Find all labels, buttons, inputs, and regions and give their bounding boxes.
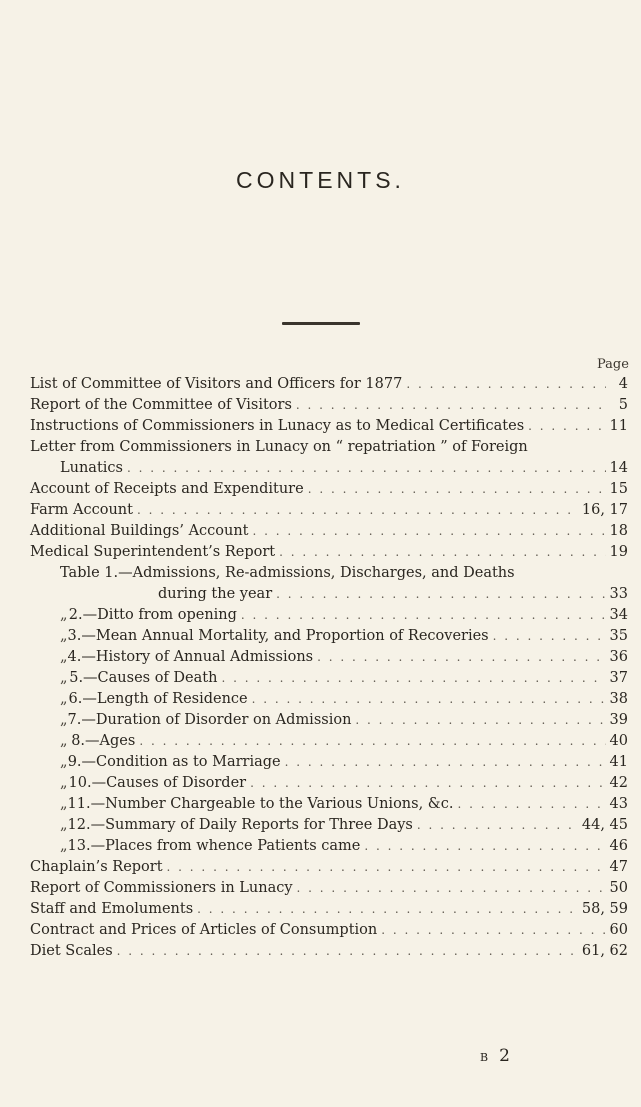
dot-leader xyxy=(221,668,605,689)
dot-leader xyxy=(381,920,605,941)
contents-entry xyxy=(30,752,628,773)
contents-entry-line2 xyxy=(30,458,628,479)
page-column-label: Page xyxy=(597,357,629,372)
entry-title: 7.—Duration of Disorder on Admission xyxy=(67,712,352,728)
entry-title: 11.—Number Chargeable to the Various Unions, &c. xyxy=(67,796,454,812)
contents-entry-line1 xyxy=(30,437,628,458)
contents-entry xyxy=(30,794,628,815)
contents-entry xyxy=(30,668,628,689)
dot-leader xyxy=(493,626,606,647)
entry-page: 44, 45 xyxy=(581,817,628,833)
dot-leader xyxy=(457,794,605,815)
dot-leader xyxy=(285,752,606,773)
ditto-mark: „ xyxy=(60,691,68,707)
entry-page: 42 xyxy=(609,775,628,791)
contents-entry xyxy=(30,500,628,521)
entry-title: Report of Commissioners in Lunacy xyxy=(30,880,293,896)
contents-entry-line1 xyxy=(30,563,628,584)
entry-title: 13.—Places from whence Patients came xyxy=(67,838,361,854)
dot-leader xyxy=(276,584,605,605)
dot-leader xyxy=(355,710,605,731)
ditto-mark: „ xyxy=(60,817,68,833)
contents-entry xyxy=(30,899,628,920)
signature-mark xyxy=(480,1046,513,1066)
contents-entry xyxy=(30,815,628,836)
dot-leader xyxy=(167,857,606,878)
entry-page: 15 xyxy=(609,481,628,497)
ditto-mark: „ xyxy=(60,754,68,770)
entry-title-continued: Lunatics xyxy=(60,460,123,476)
entry-title: Table 1.—Admissions, Re-admissions, Discharges, and Deaths xyxy=(60,565,515,581)
contents-entry xyxy=(30,521,628,542)
entry-page: 58, 59 xyxy=(581,901,628,917)
dot-leader xyxy=(308,479,606,500)
dot-leader xyxy=(253,521,606,542)
contents-entry xyxy=(30,941,628,962)
ornamental-rule xyxy=(282,322,360,325)
ditto-mark: „ xyxy=(60,838,68,854)
dot-leader xyxy=(127,458,606,479)
entry-title: 8.—Ages xyxy=(71,733,136,749)
contents-entry xyxy=(30,605,628,626)
contents-entry xyxy=(30,395,628,416)
entry-page: 46 xyxy=(609,838,628,854)
dot-leader xyxy=(241,605,606,626)
contents-entry xyxy=(30,710,628,731)
ditto-mark: „ xyxy=(60,670,68,686)
contents-entry xyxy=(30,731,628,752)
entry-title-continued: during the year xyxy=(158,586,273,602)
entry-page: 47 xyxy=(609,859,628,875)
dot-leader xyxy=(252,689,606,710)
page-heading: CONTENTS. xyxy=(236,167,405,194)
entry-page: 11 xyxy=(609,418,628,434)
contents-entry xyxy=(30,857,628,878)
ditto-mark: „ xyxy=(60,775,68,791)
entry-title: Letter from Commissioners in Lunacy on “ repatriation ” of Foreign xyxy=(30,439,528,455)
entry-title: Contract and Prices of Articles of Consumption xyxy=(30,922,378,938)
dot-leader xyxy=(296,395,606,416)
entry-title: 12.—Summary of Daily Reports for Three Days xyxy=(67,817,413,833)
entry-page: 39 xyxy=(609,712,628,728)
dot-leader xyxy=(364,836,605,857)
contents-entry xyxy=(30,647,628,668)
entry-page: 37 xyxy=(609,670,628,686)
entry-page: 16, 17 xyxy=(581,502,628,518)
dot-leader xyxy=(117,941,578,962)
entry-title: 10.—Causes of Disorder xyxy=(68,775,247,791)
entry-page: 5 xyxy=(618,397,628,413)
ditto-mark: „ xyxy=(60,628,68,644)
contents-entry xyxy=(30,416,628,437)
entry-page: 34 xyxy=(609,607,628,623)
dot-leader xyxy=(317,647,605,668)
ditto-mark: „ xyxy=(60,733,68,749)
ditto-mark: „ xyxy=(60,649,68,665)
entry-title: 3.—Mean Annual Mortality, and Proportion of Recoveries xyxy=(67,628,489,644)
entry-page: 4 xyxy=(618,376,628,392)
entry-page: 41 xyxy=(609,754,628,770)
contents-entry-line2 xyxy=(30,584,628,605)
dot-leader xyxy=(297,878,606,899)
ditto-mark: „ xyxy=(60,712,68,728)
entry-title: 6.—Length of Residence xyxy=(68,691,248,707)
dot-leader xyxy=(528,416,605,437)
dot-leader xyxy=(417,815,578,836)
contents-entry xyxy=(30,773,628,794)
entry-page: 35 xyxy=(609,628,628,644)
ditto-mark: „ xyxy=(60,607,68,623)
entry-title: List of Committee of Visitors and Officers for 1877 xyxy=(30,376,403,392)
entry-page: 61, 62 xyxy=(581,943,628,959)
contents-entry xyxy=(30,920,628,941)
entry-title: Farm Account xyxy=(30,502,133,518)
entry-page: 18 xyxy=(609,523,628,539)
contents-entry xyxy=(30,878,628,899)
entry-page: 43 xyxy=(609,796,628,812)
entry-page: 36 xyxy=(609,649,628,665)
entry-page: 14 xyxy=(609,460,628,476)
dot-leader xyxy=(279,542,605,563)
signature-number: 2 xyxy=(499,1046,513,1066)
entry-title: 9.—Condition as to Marriage xyxy=(67,754,281,770)
entry-page: 33 xyxy=(609,586,628,602)
entry-page: 19 xyxy=(609,544,628,560)
signature-letter: B xyxy=(480,1051,492,1064)
dot-leader xyxy=(139,731,605,752)
entry-title: Diet Scales xyxy=(30,943,113,959)
entry-title: 2.—Ditto from opening xyxy=(68,607,237,623)
dot-leader xyxy=(197,899,578,920)
entry-page: 60 xyxy=(609,922,628,938)
dot-leader xyxy=(250,773,605,794)
entry-page: 40 xyxy=(609,733,628,749)
entry-title: Staff and Emoluments xyxy=(30,901,194,917)
contents-entry xyxy=(30,374,628,395)
dot-leader xyxy=(406,374,606,395)
contents-entry xyxy=(30,542,628,563)
entry-title: Account of Receipts and Expenditure xyxy=(30,481,304,497)
ditto-mark: „ xyxy=(60,796,68,812)
contents-list xyxy=(30,374,628,962)
entry-title: Additional Buildings’ Account xyxy=(30,523,249,539)
contents-entry xyxy=(30,479,628,500)
entry-page: 38 xyxy=(609,691,628,707)
entry-title: 5.—Causes of Death xyxy=(69,670,218,686)
dot-leader xyxy=(137,500,578,521)
contents-entry xyxy=(30,836,628,857)
contents-entry xyxy=(30,689,628,710)
entry-page: 50 xyxy=(609,880,628,896)
entry-title: Instructions of Commissioners in Lunacy as to Medical Certificates xyxy=(30,418,525,434)
entry-title: Chaplain’s Report xyxy=(30,859,163,875)
entry-title: Report of the Committee of Visitors xyxy=(30,397,292,413)
contents-entry xyxy=(30,626,628,647)
entry-title: Medical Superintendent’s Report xyxy=(30,544,276,560)
entry-title: 4.—History of Annual Admissions xyxy=(67,649,314,665)
